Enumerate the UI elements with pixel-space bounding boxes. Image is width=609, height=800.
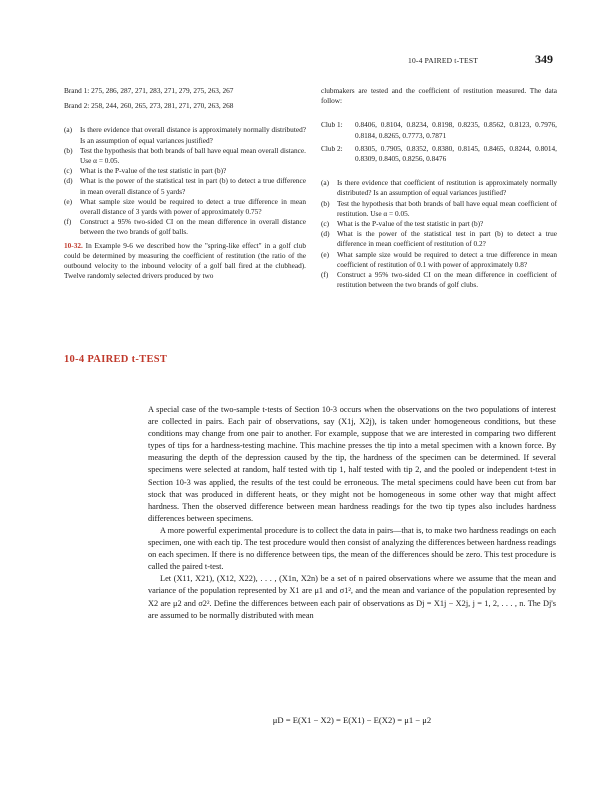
question-f: [64, 217, 306, 237]
question-label: (a): [64, 125, 73, 135]
body-paragraph: A more powerful experimental procedure is to collect the data in pairs—that is, to make two hardness readings on each specimen, one with each tip. The test procedure would then consist of analyzing the differences between hardness readings on each specimen. If there is no difference between tips, the mean of the differences should be zero. This test procedure is called the paired t-test.: [148, 525, 556, 572]
question-label: (f): [64, 217, 72, 227]
club1-data: [321, 120, 557, 140]
question-label: (c): [64, 166, 73, 176]
question-e: [321, 250, 557, 270]
problem-text: In Example 9-6 we described how the "spring-like effect" in a golf club could be determined by measuring the coefficient of restitution (the ratio of the outbound velocity to the inbound velocity of a golf ball fired at the clubhead). Twelve randomly selected drivers produced by two: [64, 240, 307, 281]
question-c: [321, 219, 557, 229]
question-label: (a): [321, 178, 330, 188]
mean-difference-equation: μD = E(X1 − X2) = E(X1) − E(X2) = μ1 − μ2: [272, 715, 432, 725]
question-text: Test the hypothesis that both brands of ball have equal mean coefficient of restitution. Use α = 0.05.: [337, 198, 557, 218]
question-label: (f): [321, 270, 329, 280]
question-label: (e): [321, 249, 330, 259]
right-column: [321, 86, 557, 290]
body-paragraph: Let (X11, X21), (X12, X22), . . . , (X1n, X2n) be a set of n paired observations where we assume that the mean and variance of the population represented by X1 are μ1 and σ1², and the mean and variance of the population represented by X2 are μ2 and σ2². Define the differences between each pair of observations as Dj = X1j − X2j, j = 1, 2, . . . , n. The Dj's are assumed to be normally distributed with mean: [148, 574, 556, 620]
right-intro: clubmakers are tested and the coefficient of restitution measured. The data follow:: [321, 86, 557, 106]
problem-10-32: [64, 241, 306, 282]
club1-values: 0.8406, 0.8104, 0.8234, 0.8198, 0.8235, 0.8562, 0.8123, 0.7976, 0.8184, 0.8265, 0.7773, 0.7871: [355, 120, 557, 140]
brand1-data: Brand 1: 275, 286, 287, 271, 283, 271, 279, 275, 263, 267: [64, 86, 234, 95]
question-a: [321, 178, 557, 198]
question-text: What is the power of the statistical test in part (b) to detect a true difference in mean coefficient of restitution of 0.2?: [337, 229, 557, 249]
club2-label: Club 2:: [321, 143, 343, 153]
question-b: [321, 199, 557, 219]
page-number: 349: [535, 52, 553, 66]
club2-values: 0.8305, 0.7905, 0.8352, 0.8380, 0.8145, 0.8465, 0.8244, 0.8014, 0.8309, 0.8405, 0.8256, 0.8476: [355, 143, 557, 164]
club1-label: Club 1:: [321, 120, 343, 130]
brand2-data: Brand 2: 258, 244, 260, 265, 273, 281, 271, 270, 263, 268: [64, 101, 234, 111]
question-d: [321, 229, 557, 249]
question-label: (b): [321, 198, 330, 208]
question-text: What sample size would be required to detect a true difference in mean coefficient of restitution of 0.1 with power of approximately 0.8?: [337, 249, 557, 269]
question-text: Test the hypothesis that both brands of ball have equal mean overall distance. Use α = 0.05.: [80, 145, 306, 166]
question-label: (d): [321, 229, 330, 239]
left-column: [64, 86, 306, 281]
question-d: [64, 176, 306, 196]
question-text: What is the power of the statistical test in part (b) to detect a true difference in mean overall distance of 5 yards?: [80, 176, 306, 196]
running-head: 10-4 PAIRED t-TEST: [408, 56, 478, 65]
club2-data: [321, 144, 557, 164]
section-title: 10-4 PAIRED t-TEST: [64, 354, 168, 365]
question-c: [64, 166, 306, 176]
question-b: [64, 146, 306, 166]
question-text: Construct a 95% two-sided CI on the mean difference in overall distance between the two brands of golf balls.: [80, 217, 306, 237]
question-text: Construct a 95% two-sided CI on the mean difference in coefficient of restitution between the two brands of golf clubs.: [337, 270, 557, 290]
section-body: [148, 404, 556, 622]
body-paragraph: A special case of the two-sample t-tests of Section 10-3 occurs when the observations on the two populations of interest are collected in pairs. Each pair of observations, say (X1j, X2j), is taken under homogeneous conditions, but these conditions may change from one pair to another. For example, suppose that we are interested in comparing two different types of tips for a hardness-testing machine. This machine presses the tip into a metal specimen with a known force. By measuring the depth of the depression caused by the tip, the hardness of the specimen can be determined. If several specimens were selected at random, half tested with tip 1, half tested with tip 2, and the pooled or independent t-test in Section 10-3 was applied, the results of the test could be erroneous. The metal specimens could have been cut from bar stock that was produced in different heats, or they might not be homogeneous in some other way that might affect hardness. Then the observed difference between mean hardness readings for the two tip types also includes hardness differences between specimens.: [148, 405, 556, 523]
problem-number: 10-32.: [64, 240, 83, 250]
question-text: What sample size would be required to detect a true difference in mean overall distance of 3 yards with power of approximately 0.75?: [80, 196, 306, 217]
question-text: What is the P-value of the test statistic in part (b)?: [337, 219, 484, 229]
question-text: Is there evidence that coefficient of restitution is approximately normally distributed? Is an assumption of equal variances justified?: [337, 178, 557, 198]
question-label: (e): [64, 196, 73, 206]
question-label: (d): [64, 176, 73, 186]
question-label: (c): [321, 219, 330, 229]
question-e: [64, 197, 306, 217]
question-text: What is the P-value of the test statistic in part (b)?: [80, 166, 227, 176]
question-f: [321, 270, 557, 290]
question-label: (b): [64, 145, 73, 155]
question-a: [64, 125, 306, 145]
question-text: Is there evidence that overall distance is approximately normally distributed? Is an assumption of equal variances justified?: [80, 125, 306, 145]
